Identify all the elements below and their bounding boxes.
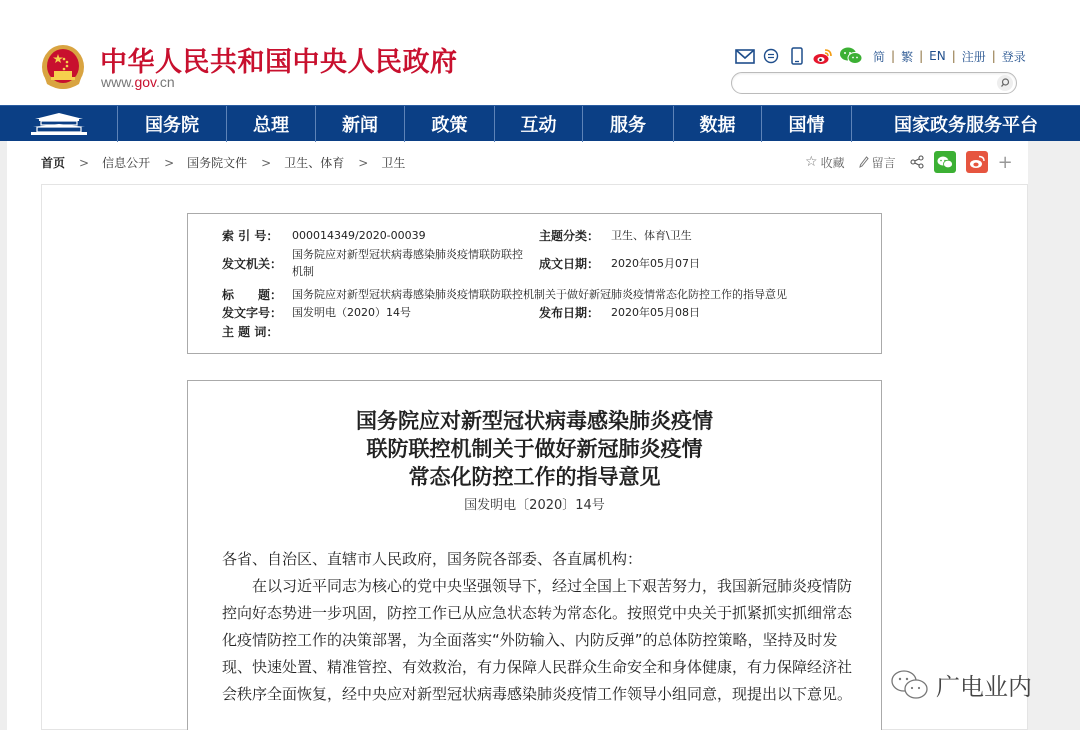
tiananmen-icon — [29, 111, 89, 137]
share-icon — [910, 155, 924, 169]
link-english[interactable]: EN — [929, 49, 946, 63]
weibo-icon[interactable] — [813, 47, 833, 65]
written-date-label: 成文日期： — [539, 257, 600, 271]
message-icon[interactable] — [761, 47, 781, 65]
nav-item-interaction[interactable]: 互动 — [495, 106, 583, 142]
issuer-label: 发文机关： — [222, 257, 283, 271]
nav-item-news[interactable]: 新闻 — [316, 106, 405, 142]
wechat-outline-icon — [890, 669, 930, 701]
share-bar — [805, 151, 1013, 173]
separator: | — [991, 49, 996, 63]
comment-label: 留言 — [871, 155, 896, 170]
info-doc-number-row — [222, 304, 411, 321]
index-value: 000014349/2020-00039 — [292, 229, 426, 242]
publish-date-value: 2020年05月08日 — [611, 306, 700, 319]
pencil-icon — [859, 156, 869, 168]
document-number: 国发明电〔2020〕14号 — [464, 498, 605, 513]
chevron-right-icon: > — [164, 155, 175, 170]
info-publish-date-row — [539, 304, 700, 321]
written-date-value: 2020年05月07日 — [611, 257, 700, 270]
info-written-date-row — [539, 255, 700, 272]
nav-item-gov-service-platform[interactable]: 国家政务服务平台 — [894, 115, 1038, 136]
comment-button[interactable] — [859, 154, 896, 171]
site-url-suffix: .cn — [156, 74, 175, 90]
search-icon — [1000, 78, 1010, 88]
language-links — [873, 48, 1026, 65]
breadcrumb — [41, 154, 405, 171]
nav-item-services[interactable]: 服务 — [583, 106, 674, 142]
main-nav — [0, 105, 1080, 141]
doc-number-label: 发文字号： — [222, 306, 283, 320]
right-gutter — [1028, 141, 1080, 730]
title-value: 国务院应对新型冠状病毒感染肺炎疫情联防联控机制关于做好新冠肺炎疫情常态化防控工作的指导意见 — [292, 288, 787, 301]
document-title — [188, 407, 881, 491]
weibo-share-button[interactable] — [966, 151, 988, 173]
breadcrumb-info-disclosure[interactable]: 信息公开 — [102, 156, 151, 170]
share-button[interactable] — [910, 155, 924, 169]
separator: | — [891, 49, 896, 63]
star-icon: ☆ — [805, 154, 818, 170]
document-text — [222, 546, 852, 708]
nav-item-policy[interactable]: 政策 — [405, 106, 495, 142]
mobile-icon[interactable] — [787, 47, 807, 65]
watermark — [890, 667, 1032, 702]
national-emblem-icon[interactable] — [41, 44, 85, 91]
weibo-icon — [969, 155, 985, 169]
info-keywords-row — [222, 323, 292, 340]
chevron-right-icon: > — [79, 155, 90, 170]
breadcrumb-state-council-docs[interactable]: 国务院文件 — [187, 156, 248, 170]
title-label: 标 题： — [222, 288, 283, 302]
info-issuer-row — [222, 246, 532, 282]
site-title[interactable]: 中华人民共和国中央人民政府 — [100, 47, 458, 78]
document-info-box — [187, 213, 882, 354]
publish-date-label: 发布日期： — [539, 306, 600, 320]
document-title-line: 联防联控机制关于做好新冠肺炎疫情 — [366, 436, 703, 461]
favorite-button[interactable] — [805, 154, 845, 171]
breadcrumb-health-sports[interactable]: 卫生、体育 — [284, 156, 345, 170]
info-category-row — [539, 227, 692, 244]
chevron-right-icon: > — [358, 155, 369, 170]
salutation: 各省、自治区、直辖市人民政府，国务院各部委、各直属机构： — [222, 550, 643, 568]
site-header — [0, 0, 1080, 104]
breadcrumb-home[interactable]: 首页 — [41, 156, 66, 170]
nav-item-national-info[interactable]: 国情 — [762, 106, 852, 142]
top-links — [735, 46, 1026, 66]
keywords-label: 主 题 词： — [222, 325, 279, 339]
search-input[interactable] — [731, 72, 1017, 94]
separator: | — [919, 49, 924, 63]
more-share-button[interactable]: + — [997, 151, 1013, 173]
link-register[interactable]: 注册 — [961, 49, 986, 64]
document-title-line: 国务院应对新型冠状病毒感染肺炎疫情 — [356, 408, 713, 433]
breadcrumb-health[interactable]: 卫生 — [381, 156, 406, 170]
favorite-label: 收藏 — [820, 155, 845, 170]
category-value: 卫生、体育\卫生 — [611, 229, 692, 242]
nav-item-data[interactable]: 数据 — [674, 106, 762, 142]
link-traditional[interactable]: 繁 — [901, 49, 914, 64]
paragraph: 在以习近平同志为核心的党中央坚强领导下，经过全国上下艰苦努力，我国新冠肺炎疫情防控向好态势进一步巩固，防控工作已从应急状态转为常态化。按照党中央关于抓紧抓实抓细常态化疫情防控工作的决策部署，为全面落实“外防输入、内防反弹”的总体防控策略，坚持及时发现、快速处置、精准管控、有效救治，有力保障人民群众生命安全和身体健康，有力保障经济社会秩序全面恢复，经中央应对新型冠状病毒感染肺炎疫情工作领导小组同意，现提出以下意见。 — [222, 577, 853, 703]
site-url — [101, 74, 175, 90]
wechat-icon — [937, 156, 953, 169]
nav-home-button[interactable] — [0, 106, 118, 142]
site-url-gov: gov — [134, 74, 156, 90]
site-url-prefix: www. — [101, 74, 135, 90]
index-label: 索 引 号： — [222, 229, 279, 243]
link-simplified[interactable]: 简 — [873, 49, 886, 64]
mail-icon[interactable] — [735, 47, 755, 65]
link-login[interactable]: 登录 — [1001, 49, 1026, 64]
left-gutter — [0, 141, 7, 730]
document-title-line: 常态化防控工作的指导意见 — [408, 464, 661, 489]
issuer-value: 国务院应对新型冠状病毒感染肺炎疫情联防联控机制 — [292, 248, 523, 278]
search-button[interactable] — [997, 75, 1013, 91]
info-index-row — [222, 227, 426, 244]
nav-item-state-council[interactable]: 国务院 — [118, 106, 227, 142]
category-label: 主题分类： — [539, 229, 600, 243]
wechat-share-button[interactable] — [934, 151, 956, 173]
chevron-right-icon: > — [261, 155, 272, 170]
separator: | — [951, 49, 956, 63]
nav-item-premier[interactable]: 总理 — [227, 106, 316, 142]
watermark-text: 广电业内 — [936, 673, 1032, 701]
info-title-row — [222, 286, 787, 303]
doc-number-value: 国发明电（2020）14号 — [292, 306, 411, 319]
wechat-icon[interactable] — [839, 47, 863, 65]
document-body-box — [187, 380, 882, 730]
